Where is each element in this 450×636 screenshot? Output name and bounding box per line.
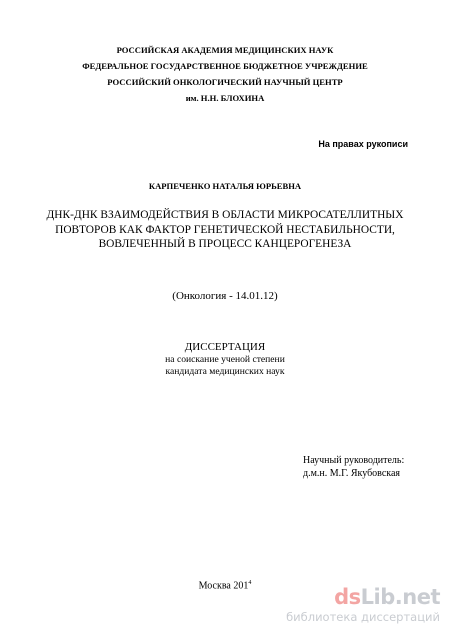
dissertation-title [0, 208, 450, 252]
logo-part-net: .net [394, 585, 440, 609]
watermark-subtitle: библиотека диссертаций [286, 610, 440, 624]
dslib-logo [286, 586, 440, 608]
title-line-3: ВОВЛЕЧЕННЫЙ В ПРОЦЕСС КАНЦЕРОГЕНЕЗА [98, 238, 352, 250]
supervisor-block [303, 455, 404, 480]
dissertation-block [0, 341, 450, 378]
manuscript-rights-note: На правах рукописи [318, 139, 408, 149]
year-last-digit: 4 [248, 580, 252, 586]
degree-line-1: на соискание ученой степени [165, 354, 285, 365]
title-line-2: ПОВТОРОВ КАК ФАКТОР ГЕНЕТИЧЕСКОЙ НЕСТАБИЛЬНОСТИ, [55, 223, 395, 236]
logo-part-lib: Lib [360, 585, 395, 609]
degree-line-2: кандидата медицинских наук [165, 366, 285, 377]
institution-line-center: РОССИЙСКИЙ ОНКОЛОГИЧЕСКИЙ НАУЧНЫЙ ЦЕНТР [107, 77, 343, 87]
logo-part-ds: ds [334, 585, 361, 609]
specialty-code: (Онкология - 14.01.12) [172, 290, 278, 302]
supervisor-label: Научный руководитель: [303, 455, 405, 466]
institution-header [0, 42, 450, 106]
dissertation-heading: ДИССЕРТАЦИЯ [184, 341, 266, 353]
institution-line-federal: ФЕДЕРАЛЬНОЕ ГОСУДАРСТВЕННОЕ БЮДЖЕТНОЕ УЧРЕЖДЕНИЕ [82, 61, 368, 71]
institution-line-named: им. Н.Н. БЛОХИНА [185, 93, 265, 103]
title-line-1: ДНК-ДНК ВЗАИМОДЕЙСТВИЯ В ОБЛАСТИ МИКРОСАТЕЛЛИТНЫХ [46, 209, 404, 221]
dslib-watermark [286, 586, 440, 624]
author-name: КАРПЕЧЕНКО НАТАЛЬЯ ЮРЬЕВНА [148, 181, 302, 191]
city-year-text: Москва 201 [198, 580, 249, 592]
supervisor-name: д.м.н. М.Г. Якубовская [303, 467, 401, 479]
institution-line-academy: РОССИЙСКАЯ АКАДЕМИЯ МЕДИЦИНСКИХ НАУК [116, 45, 334, 55]
